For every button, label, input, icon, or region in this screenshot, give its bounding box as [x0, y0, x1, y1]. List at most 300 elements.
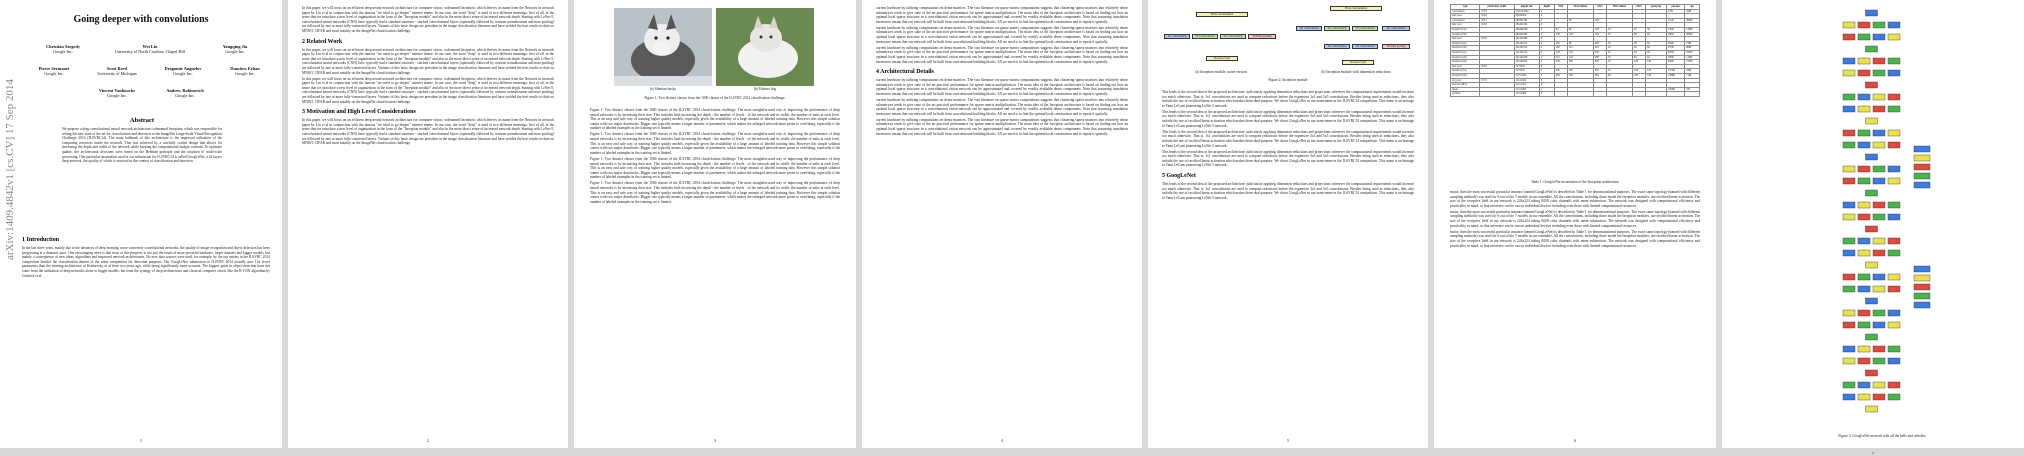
table-cell: inception (5a) [1451, 69, 1480, 74]
section-heading: 4 Architectural Details [876, 69, 934, 76]
network-layer-block [1873, 214, 1885, 220]
page-2 [288, 0, 568, 448]
author-affil: University of Michigan [97, 71, 137, 76]
page-number: 2 [426, 438, 430, 443]
table-cell: 288 [1593, 55, 1606, 60]
table-cell: 14x14x512 [1514, 46, 1539, 51]
network-layer-block [1873, 202, 1885, 208]
fig2b-label: (b) Inception module with dimension reductions [1321, 70, 1391, 74]
page-6 [1434, 0, 1716, 448]
previous-layer-box: Previous layer [1206, 56, 1238, 61]
table-cell: 128M [1685, 27, 1700, 32]
table-cell: 3x3/2 [1480, 64, 1515, 69]
page-number: 4 [1000, 438, 1004, 443]
table-cell: 56x56x192 [1514, 18, 1539, 23]
table-cell: 3x3/2 [1480, 37, 1515, 42]
author-name: Dragomir Anguelov [164, 66, 202, 71]
network-layer-block [1858, 58, 1870, 64]
table-header-cell: #5x5 reduce [1606, 5, 1632, 10]
table-cell: 64 [1646, 50, 1667, 55]
table-cell: 3x3/1 [1480, 18, 1515, 23]
husky-photo [614, 8, 712, 86]
network-layer-row [1843, 310, 1900, 316]
network-layer-block [1888, 286, 1900, 292]
page5-text: This leads to the second idea of the proposed architecture: judiciously applying dimension reductions and projections wherever the computational requirements would increase too much otherwise. That is, 1x1 convolutions are used to compute reductions before the expensive 3x3 and 5x5 convolutions. Besides being used as reductions, they also include the use of rectified linear activation which makes them dual-purpose. We chose GoogLeNet as our team-name in the ILSVRC14 competition. This name is an homage to Yann LeCuns pioneering LeNet 5 network. [1162, 90, 1414, 108]
network-layer-block [1888, 142, 1900, 148]
network-layer-block [1843, 322, 1855, 328]
page-5 [1148, 0, 1428, 448]
network-layer-block [1843, 58, 1855, 64]
table-cell: max pool [1451, 37, 1480, 42]
network-layer-row [1843, 58, 1900, 64]
network-layer-row [1866, 298, 1878, 304]
table-cell: avg pool [1451, 78, 1480, 83]
network-layer-block [1866, 262, 1878, 268]
network-layer-block [1843, 94, 1855, 100]
network-layer-block [1866, 46, 1878, 52]
inception-naive-diagram [1162, 8, 1280, 66]
table-cell: 0 [1539, 37, 1554, 42]
network-layer-row [1843, 358, 1900, 364]
table-cell: 32 [1606, 60, 1632, 65]
network-layer-block [1888, 70, 1900, 76]
author-block [210, 66, 280, 76]
network-layer-row [1843, 394, 1900, 400]
figure-2-caption: Figure 2: Inception module [1268, 78, 1308, 82]
table-header-cell: #3x3 [1593, 5, 1606, 10]
table-cell: linear [1451, 87, 1480, 92]
network-layer-block [1858, 286, 1870, 292]
arxiv-stamp [2, 60, 18, 260]
table-header-cell: patch size/ stride [1480, 5, 1515, 10]
table-cell: 160 [1567, 69, 1593, 74]
previous-layer-box: Previous layer [1342, 60, 1374, 65]
page-7 [1722, 0, 2024, 456]
table-cell: 128 [1554, 50, 1567, 55]
table-cell: 24 [1606, 50, 1632, 55]
network-layer-block [1873, 382, 1885, 388]
author-name: Yangqing Jia [222, 44, 248, 49]
network-layer-block [1866, 10, 1878, 16]
network-layer-row [1843, 322, 1900, 328]
table-cell: 384 [1554, 73, 1567, 78]
page2-text: In this paper, we will focus on an efficient deep neural network architecture for computer vision, codenamed Inception, which derives its name from the Network in network paper by Lin et al in conjunction with the famous "we need to go deeper" internet meme. In our case, the word "deep" is used in two different meanings: first of all, in the sense that we introduce a new level of organization in the form of the "Inception module" and also in the more direct sense of increased network depth. Starting with LeNet-5, convolutional neural networks (CNN) have typically had a standard structure - stacked convolutional layers (optionally followed by contrast normalization and max-pooling) are followed by one or more fully-connected layers. Variants of this basic design are prevalent in the image classification literature and have yielded the best results to-date on MNIST, CIFAR and most notably on the ImageNet classification challenge. [302, 6, 554, 33]
author-block [28, 44, 98, 54]
page4-text: current hardware by utilizing computations on dense matrices. The vast literature on sparse matrix computations suggests that clustering sparse matrices into relatively dense submatrices tends to give state of the art practical performance for sparse matrix multiplication. The main idea of the Inception architecture is based on finding out how an optimal local sparse structure in a convolutional vision network can be approximated and covered by readily available dense components. Note that assuming translation invariance means that our network will be built from convolutional building blocks. All we need is to find the optimal local construction and to repeat it spatially. [876, 98, 1128, 116]
network-layer-block [1858, 322, 1870, 328]
table-header-cell: #5x5 [1632, 5, 1645, 10]
table-cell: 7x7/2 [1480, 9, 1515, 14]
table-cell: 128 [1646, 73, 1667, 78]
author-block [200, 44, 270, 54]
table-header-cell: depth [1539, 5, 1554, 10]
table-header-cell: params [1667, 5, 1685, 10]
fig2a-label: (a) Inception module, naive version [1195, 70, 1247, 74]
page-3 [574, 0, 856, 448]
network-layer-block [1888, 106, 1900, 112]
table-cell: 2 [1539, 18, 1554, 23]
figure-1 [614, 8, 814, 93]
table-cell: inception (4d) [1451, 55, 1480, 60]
network-layer-block [1873, 22, 1885, 28]
table-cell: 64 [1646, 55, 1667, 60]
table-cell: 1 [1539, 87, 1554, 92]
network-layer-block [1866, 370, 1878, 376]
network-layer-block [1888, 382, 1900, 388]
conv1x1-box: 1x1 convolutions [1164, 34, 1190, 39]
network-layer-row [1866, 46, 1878, 52]
table-cell: inception (5b) [1451, 73, 1480, 78]
table-cell: 128 [1593, 27, 1606, 32]
network-layer-block [1866, 82, 1878, 88]
network-layer-block [1858, 382, 1870, 388]
table-cell: 2 [1539, 50, 1554, 55]
conv1x1-box: 1x1 convolutions [1352, 44, 1378, 49]
page6-text: motor, then the most successful particular instance (named GoogLeNet) is described in Table 1 for demonstrational purposes. The exact same topology (trained with different sampling methods) was used for 6 out of the 7 models in our ensemble. All the convolutions, including those inside the Inception modules, use rectified linear activation. The size of the receptive field in our network is 224x224 taking RGB color channels with mean subtraction. The network was designed with computational efficiency and practicality in mind, so that inference can be run on individual devices including even those with limited computational resources. [1450, 229, 1700, 248]
network-layer-block [1843, 106, 1855, 112]
network-layer-block [1858, 238, 1870, 244]
table-cell: 16 [1606, 27, 1632, 32]
network-layer-block [1843, 166, 1855, 172]
network-layer-block [1873, 238, 1885, 244]
network-layer-block [1843, 250, 1855, 256]
table-cell: 128 [1646, 60, 1667, 65]
table-cell: max pool [1451, 64, 1480, 69]
network-layer-block [1843, 310, 1855, 316]
network-layer-block [1866, 298, 1878, 304]
page-4-body [876, 6, 1128, 138]
section-heading: 5 GoogLeNet [1162, 173, 1196, 179]
network-layer-block [1873, 94, 1885, 100]
network-layer-block [1888, 202, 1900, 208]
network-layer-block [1858, 202, 1870, 208]
network-layer-block [1873, 34, 1885, 40]
network-layer-block [1888, 94, 1900, 100]
author-name: Wei Liu [142, 44, 158, 49]
table-cell: 304M [1685, 32, 1700, 37]
page-number: 6 [1573, 438, 1577, 443]
network-layer-block [1866, 334, 1878, 340]
classifier-block [1914, 275, 1930, 281]
table-cell [1646, 92, 1667, 97]
table-cell: 96 [1567, 41, 1593, 46]
table-cell: 96 [1632, 32, 1645, 37]
conv1x1-box: 1x1 convolutions [1296, 26, 1322, 31]
network-layer-row [1843, 22, 1900, 28]
table-cell: 28x28x480 [1514, 32, 1539, 37]
table-cell: 2 [1539, 69, 1554, 74]
network-layer-block [1888, 22, 1900, 28]
abstract [62, 112, 222, 165]
table-cell: 112 [1554, 55, 1567, 60]
table-cell: 0 [1539, 78, 1554, 83]
classifier-block [1914, 155, 1930, 161]
network-layer-block [1866, 226, 1878, 232]
table-cell: convolution [1451, 9, 1480, 14]
network-layer-block [1843, 34, 1855, 40]
table-cell: 2 [1539, 55, 1554, 60]
table-cell: 1x1x1024 [1514, 83, 1539, 88]
table-cell: 192 [1554, 41, 1567, 46]
author-affil: Google Inc. [44, 71, 64, 76]
network-layer-row [1866, 10, 1878, 16]
table-cell: 7x7/1 [1480, 78, 1515, 83]
maxpool-box: 3x3 max pooling [1248, 34, 1276, 39]
table-cell: 1000K [1667, 87, 1685, 92]
network-layer-block [1888, 130, 1900, 136]
page4-text: current hardware by utilizing computations on dense matrices. The vast literature on sparse matrix computations suggests that clustering sparse matrices into relatively dense submatrices tends to give state of the art practical performance for sparse matrix multiplication. The main idea of the Inception architecture is based on finding out how an optimal local sparse structure in a convolutional vision network can be approximated and covered by readily available dense components. Note that assuming translation invariance means that our network will be built from convolutional building blocks. All we need is to find the optimal local construction and to repeat it spatially. [876, 25, 1128, 44]
author-affil: Google Inc. [175, 93, 195, 98]
table-cell: 73M [1685, 41, 1700, 46]
network-layer-block [1858, 214, 1870, 220]
network-layer-block [1843, 394, 1855, 400]
page6-text: motor, then the most successful particular instance (named GoogLeNet) is described in Table 1 for demonstrational purposes. The exact same topology (trained with different sampling methods) was used for 6 out of the 7 models in our ensemble. All the convolutions, including those inside the Inception modules, use rectified linear activation. The size of the receptive field in our network is 224x224 taking RGB color channels with mean subtraction. The network was designed with computational efficiency and practicality in mind, so that inference can be run on individual devices including even those with limited computational resources. [1450, 209, 1700, 228]
table-cell: 64 [1646, 41, 1667, 46]
network-layer-row [1866, 406, 1878, 412]
author-affil: Google Inc. [225, 49, 245, 54]
table-cell: 128 [1632, 69, 1645, 74]
table-cell: max pool [1451, 23, 1480, 28]
table-cell: 112K [1667, 18, 1685, 23]
network-layer-block [1858, 94, 1870, 100]
table-cell: 840K [1667, 60, 1685, 65]
table-cell: 128 [1646, 69, 1667, 74]
page2-text: In this paper, we will focus on an efficient deep neural network architecture for computer vision, codenamed Inception, which derives its name from the Network in network paper by Lin et al in conjunction with the famous "we need to go deeper" internet meme. In our case, the word "deep" is used in two different meanings: first of all, in the sense that we introduce a new level of organization in the form of the "Inception module" and also in the more direct sense of increased network depth. Starting with LeNet-5, convolutional neural networks (CNN) have typically had a standard structure - stacked convolutional layers (optionally followed by contrast normalization and max-pooling) are followed by one or more fully-connected layers. Variants of this basic design are prevalent in the image classification literature and have yielded the best results to-date on MNIST, CIFAR and most notably on the ImageNet classification challenge. [302, 76, 554, 104]
table-cell: 2.7K [1667, 9, 1685, 14]
network-layer-block [1843, 238, 1855, 244]
network-layer-block [1843, 214, 1855, 220]
table-cell: 128 [1632, 60, 1645, 65]
table-cell: 192 [1567, 73, 1593, 78]
author-name: Scott Reed [106, 66, 128, 71]
author-name: Dumitru Erhan [230, 66, 260, 71]
arxiv-id: arXiv:1409.4842v1 [cs.CV] 17 Sep 2014 [4, 79, 16, 260]
table-cell: 32 [1632, 27, 1645, 32]
network-layer-block [1888, 322, 1900, 328]
network-layer-block [1858, 250, 1870, 256]
author-affil: Google Inc. [107, 93, 127, 98]
network-layer-block [1873, 274, 1885, 280]
network-layer-row [1866, 226, 1878, 232]
table-cell: 580K [1667, 55, 1685, 60]
page3-text: Figure 1: Two distinct classes from the 1000 classes of the ILSVRC 2014 classification challenge. The most straightforward way of improving the performance of deep neural networks is by increasing their size. This includes both increasing the depth - the number of levels - of the network and its width: the number of units at each level. This is an easy and safe way of training higher quality models, especially given the availability of a large amount of labeled training data. However this simple solution comes with two major drawbacks. Bigger size typically means a larger number of parameters, which makes the enlarged network more prone to overfitting, especially if the number of labeled examples in the training set is limited. [590, 181, 840, 204]
table-cell: convolution [1451, 18, 1480, 23]
table-cell: 96 [1567, 27, 1593, 32]
table-cell: 3x3/2 [1480, 14, 1515, 19]
author-block [24, 66, 84, 76]
table-cell: 32 [1606, 55, 1632, 60]
network-layer-block [1843, 142, 1855, 148]
page4-text: current hardware by utilizing computations on dense matrices. The vast literature on sparse matrix computations suggests that clustering sparse matrices into relatively dense submatrices tends to give state of the art practical performance for sparse matrix multiplication. The main idea of the Inception architecture is based on finding out how an optimal local sparse structure in a convolutional vision network can be approximated and covered by readily available dense components. Note that assuming translation invariance means that our network will be built from convolutional building blocks. All we need is to find the optimal local construction and to repeat it spatially. [876, 6, 1128, 24]
paper-title: Going deeper with convolutions [73, 14, 209, 25]
network-layer-row [1843, 274, 1900, 280]
page3-text: Figure 1: Two distinct classes from the 1000 classes of the ILSVRC 2014 classification challenge. The most straightforward way of improving the performance of deep neural networks is by increasing their size. This includes both increasing the depth - the number of levels - of the network and its width: the number of units at each level. This is an easy and safe way of training higher quality models, especially given the availability of a large amount of labeled training data. However this simple solution comes with two major drawbacks. Bigger size typically means a larger number of parameters, which makes the enlarged network more prone to overfitting, especially if the number of labeled examples in the training set is limited. [590, 132, 840, 155]
page5-text: This leads to the second idea of the proposed architecture: judiciously applying dimension reductions and projections wherever the computational requirements would increase too much otherwise. That is, 1x1 convolutions are used to compute reductions before the expensive 3x3 and 5x5 convolutions. Besides being used as reductions, they also include the use of rectified linear activation which makes them dual-purpose. We chose GoogLeNet as our team-name in the ILSVRC14 competition. This name is an homage to Yann LeCuns pioneering LeNet 5 network. [1162, 149, 1414, 168]
table-cell: 71M [1685, 73, 1700, 78]
network-layer-block [1888, 346, 1900, 352]
table-cell: 1072K [1667, 69, 1685, 74]
author-affil: Google Inc. [173, 71, 193, 76]
network-layer-row [1843, 250, 1900, 256]
concat-box: Filter concatenation [1196, 12, 1248, 17]
table-cell: 14x14x832 [1514, 60, 1539, 65]
table-cell: 256 [1554, 69, 1567, 74]
network-layer-block [1843, 70, 1855, 76]
network-layer-block [1888, 274, 1900, 280]
author-block [148, 66, 218, 76]
network-layer-row [1843, 106, 1900, 112]
table-cell: 1x1x1024 [1514, 78, 1539, 83]
table-cell: softmax [1451, 92, 1480, 97]
network-layer-row [1866, 118, 1878, 124]
network-layer-row [1843, 94, 1900, 100]
table-cell: 64 [1554, 27, 1567, 32]
page2-text: In this paper, we will focus on an efficient deep neural network architecture for computer vision, codenamed Inception, which derives its name from the Network in network paper by Lin et al in conjunction with the famous "we need to go deeper" internet meme. In our case, the word "deep" is used in two different meanings: first of all, in the sense that we introduce a new level of organization in the form of the "Inception module" and also in the more direct sense of increased network depth. Starting with LeNet-5, convolutional neural networks (CNN) have typically had a standard structure - stacked convolutional layers (optionally followed by contrast normalization and max-pooling) are followed by one or more fully-connected layers. Variants of this basic design are prevalent in the image classification literature and have yielded the best results to-date on MNIST, CIFAR and most notably on the ImageNet classification challenge. [302, 118, 554, 146]
table-cell: 384 [1593, 73, 1606, 78]
author-affil: Google Inc. [53, 49, 73, 54]
table-cell [1685, 92, 1700, 97]
auxiliary-classifier [1914, 146, 1930, 188]
table-cell: 7x7x832 [1514, 69, 1539, 74]
table-cell: 3x3/2 [1480, 23, 1515, 28]
table-cell: 128 [1567, 32, 1593, 37]
network-layer-block [1858, 106, 1870, 112]
table-cell: 2 [1539, 27, 1554, 32]
googlenet-diagram [1808, 6, 1938, 426]
conv3x3-box: 3x3 convolutions [1192, 34, 1218, 39]
table-cell: 112 [1567, 46, 1593, 51]
network-layer-block [1866, 406, 1878, 412]
network-layer-row [1866, 370, 1878, 376]
network-layer-block [1858, 358, 1870, 364]
table-cell: 320 [1593, 69, 1606, 74]
author-block [105, 44, 195, 54]
network-layer-block [1858, 274, 1870, 280]
table-cell: 32 [1646, 27, 1667, 32]
network-layer-block [1888, 394, 1900, 400]
network-layer-row [1843, 286, 1900, 292]
table-header-cell: #3x3 reduce [1567, 5, 1593, 10]
table-cell: 2 [1539, 32, 1554, 37]
network-layer-block [1873, 250, 1885, 256]
table-cell: 48 [1632, 41, 1645, 46]
auxiliary-classifier [1914, 266, 1930, 308]
fig1b-label: (b) Eskimo dog [753, 87, 777, 91]
introduction [22, 232, 270, 280]
table-cell: 88M [1685, 46, 1700, 51]
network-layer-block [1843, 130, 1855, 136]
classifier-block [1914, 266, 1930, 272]
table-cell: 256 [1554, 60, 1567, 65]
table-cell: 128 [1567, 50, 1593, 55]
page-number: 1 [139, 438, 143, 443]
network-layer-row [1866, 190, 1878, 196]
table-cell: 14x14x512 [1514, 41, 1539, 46]
table-cell: 0 [1539, 92, 1554, 97]
table-cell: max pool [1451, 14, 1480, 19]
classifier-block [1914, 146, 1930, 152]
network-layer-block [1873, 142, 1885, 148]
table-cell: inception (4a) [1451, 41, 1480, 46]
table-cell [1554, 92, 1567, 97]
network-layer-row [1843, 70, 1900, 76]
network-layer-block [1843, 178, 1855, 184]
network-layer-row [1843, 142, 1900, 148]
table-cell: 0 [1539, 83, 1554, 88]
page-1 [0, 0, 282, 448]
table-cell: 170M [1685, 60, 1700, 65]
table-cell: 0 [1539, 14, 1554, 19]
page5-text: This leads to the second idea of the proposed architecture: judiciously applying dimension reductions and projections wherever the computational requirements would increase too much otherwise. That is, 1x1 convolutions are used to compute reductions before the expensive 3x3 and 5x5 convolutions. Besides being used as reductions, they also include the use of rectified linear activation which makes them dual-purpose. We chose GoogLeNet as our team-name in the ILSVRC14 competition. This name is an homage to Yann LeCuns pioneering LeNet 5 network. [1162, 129, 1414, 148]
network-layer-block [1888, 166, 1900, 172]
table-cell: 7x7x832 [1514, 64, 1539, 69]
network-layer-block [1888, 310, 1900, 316]
network-layer-block [1843, 202, 1855, 208]
network-layer-block [1873, 178, 1885, 184]
table-cell: 320 [1593, 60, 1606, 65]
network-layer-block [1873, 166, 1885, 172]
table-cell: 364K [1667, 41, 1685, 46]
table-cell: 32 [1606, 69, 1632, 74]
table-cell: 256 [1593, 50, 1606, 55]
figure-3-caption: Figure 3: GoogLeNet network with all the bells and whistles [1838, 434, 1926, 438]
table-cell: 160 [1554, 46, 1567, 51]
page4-text: current hardware by utilizing computations on dense matrices. The vast literature on sparse matrix computations suggests that clustering sparse matrices into relatively dense submatrices tends to give state of the art practical performance for sparse matrix multiplication. The main idea of the Inception architecture is based on finding out how an optimal local sparse structure in a convolutional vision network can be approximated and covered by readily available dense components. Note that assuming translation invariance means that our network will be built from convolutional building blocks. All we need is to find the optimal local construction and to repeat it spatially. [876, 45, 1128, 64]
network-layer-row [1843, 238, 1900, 244]
classifier-block [1914, 164, 1930, 170]
classifier-block [1914, 302, 1930, 308]
table-cell: 119M [1685, 55, 1700, 60]
section-heading: 2 Related Work [302, 38, 343, 45]
page5-text: This leads to the second idea of the proposed architecture: judiciously applying dimension reductions and projections wherever the computational requirements would increase too much otherwise. That is, 1x1 convolutions are used to compute reductions before the expensive 3x3 and 5x5 convolutions. Besides being used as reductions, they also include the use of rectified linear activation which makes them dual-purpose. We chose GoogLeNet as our team-name in the ILSVRC14 competition. This name is an homage to Yann LeCuns pioneering LeNet 5 network. [1162, 109, 1414, 128]
network-layer-block [1888, 250, 1900, 256]
network-layer-row [1843, 166, 1900, 172]
table-cell: 2 [1539, 41, 1554, 46]
author-name: Pierre Sermanet [38, 66, 70, 71]
table-cell: 208 [1593, 41, 1606, 46]
table-cell [1632, 92, 1645, 97]
table-cell: 56x56x64 [1514, 14, 1539, 19]
table-cell: 34M [1685, 9, 1700, 14]
table-cell: 14x14x480 [1514, 37, 1539, 42]
conv5x5-box: 5x5 convolutions [1352, 26, 1378, 31]
table-cell [1480, 92, 1515, 97]
abstract-heading: Abstract [129, 117, 155, 124]
author-name: Andrew Rabinovich [166, 88, 204, 93]
table-cell: 1M [1685, 87, 1700, 92]
table-row [1451, 92, 1700, 97]
page-5-body [1162, 90, 1414, 202]
table-header-cell: ops [1685, 5, 1700, 10]
network-layer-block [1858, 178, 1870, 184]
classifier-block [1914, 284, 1930, 290]
network-layer-block [1843, 346, 1855, 352]
table-cell: 1388K [1667, 73, 1685, 78]
table-cell: 112x112x64 [1514, 9, 1539, 14]
network-layer-block [1888, 214, 1900, 220]
network-layer-row [1843, 202, 1900, 208]
table-cell: 28x28x256 [1514, 27, 1539, 32]
table-cell [1606, 92, 1632, 97]
network-layer-block [1866, 154, 1878, 160]
network-layer-block [1873, 70, 1885, 76]
author-block [82, 66, 152, 76]
page3-text: Figure 1: Two distinct classes from the 1000 classes of the ILSVRC 2014 classification challenge. The most straightforward way of improving the performance of deep neural networks is by increasing their size. This includes both increasing the depth - the number of levels - of the network and its width: the number of units at each level. This is an easy and safe way of training higher quality models, especially given the availability of a large amount of labeled training data. However this simple solution comes with two major drawbacks. Bigger size typically means a larger number of parameters, which makes the enlarged network more prone to overfitting, especially if the number of labeled examples in the training set is limited. [590, 156, 840, 180]
page-number: 7 [1871, 451, 1875, 456]
classifier-block [1914, 173, 1930, 179]
conv1x1-box: 1x1 convolutions [1382, 26, 1410, 31]
table-cell: 2 [1539, 46, 1554, 51]
